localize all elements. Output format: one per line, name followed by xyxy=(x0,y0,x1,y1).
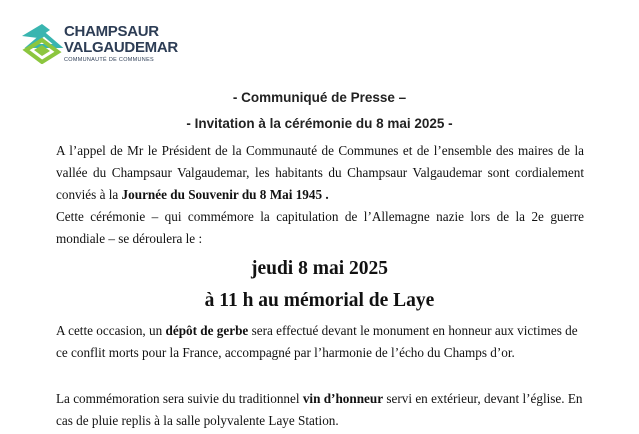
press-release-heading: - Communiqué de Presse – xyxy=(232,90,407,105)
logo-subtitle: COMMUNAUTÉ DE COMMUNES xyxy=(64,57,155,63)
paragraph-invitation xyxy=(56,140,584,206)
event-date: jeudi 8 mai 2025 xyxy=(250,258,389,279)
invitation-heading: - Invitation à la cérémonie du 8 mai 2025 - xyxy=(186,116,453,131)
wreath-bold: dépôt de gerbe xyxy=(165,323,249,338)
paragraph-wreath-text-end: sera effectué devant le monument en honneur aux victimes de ce conflit morts pour la France, accompagné par l’harmonie de l’écho du Champs d’or. xyxy=(56,323,578,360)
paragraph-wreath-text-start: A cette occasion, un xyxy=(56,323,166,338)
paragraph-reception-text-start: La commémoration sera suivie du traditionnel xyxy=(56,391,303,406)
champsaur-valgaudemar-logo xyxy=(20,20,190,76)
paragraph-ceremony: Cette cérémonie – qui commémore la capitulation de l’Allemagne nazie lors de la 2e guerre mondiale – se déroulera le : xyxy=(56,209,584,246)
paragraph-reception xyxy=(56,388,584,432)
mountain-logo-icon xyxy=(20,20,64,64)
logo-title-line1: CHAMPSAUR xyxy=(64,23,159,40)
wine-reception-bold: vin d’honneur xyxy=(302,391,384,406)
paragraph-invitation-text: A l’appel de Mr le Président de la Communauté de Communes et de l’ensemble des maires de la vallée du Champsaur Valgaudemar, les habitants du Champsaur Valgaudemar sont cordialement conviés à la xyxy=(56,143,584,202)
event-place: à 11 h au mémorial de Laye xyxy=(204,290,435,311)
paragraph-reception-text-end: servi en extérieur, devant l’église. En cas de pluie replis à la salle polyvalente Laye Station. xyxy=(56,391,583,428)
paragraph-wreath xyxy=(56,320,584,364)
souvenir-day-bold: Journée du Souvenir du 8 Mai 1945 . xyxy=(121,187,329,202)
logo-title-line2: VALGAUDEMAR xyxy=(64,39,178,56)
